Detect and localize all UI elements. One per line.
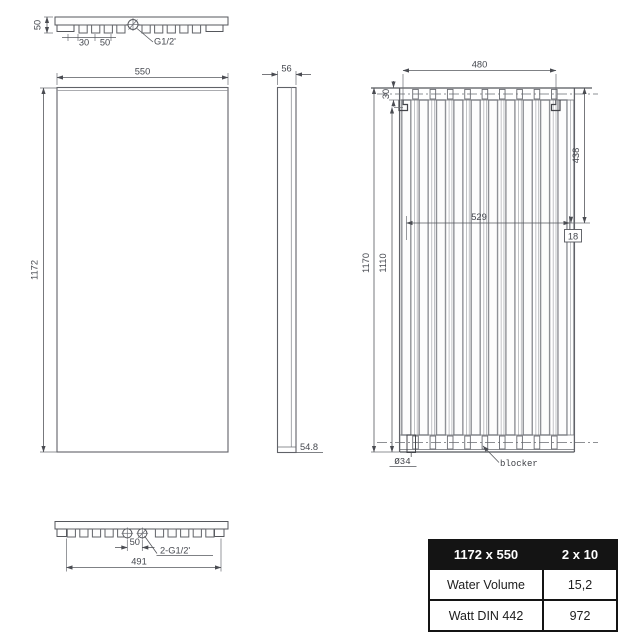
spec-table-header xyxy=(430,541,616,568)
front-height-dim: 1172 xyxy=(29,260,40,280)
bottom-view-right-endcap xyxy=(215,529,225,537)
rear-height-outer-dim: 1170 xyxy=(361,253,371,273)
spec-table xyxy=(428,539,618,632)
pipe-diameter-label: Ø34 xyxy=(394,457,411,467)
side-depth-dim: 56 xyxy=(281,63,292,74)
top-dim-50: 50 xyxy=(99,37,111,48)
side-view-drawing xyxy=(262,64,323,453)
spec-configuration-header: 2 x 10 xyxy=(542,541,616,568)
blocker-label: blocker xyxy=(500,459,538,469)
spec-row-label: Watt DIN 442 xyxy=(448,608,524,623)
spec-row-label: Water Volume xyxy=(446,577,526,592)
front-panel xyxy=(57,88,228,453)
front-width-dim: 550 xyxy=(134,66,151,77)
top-dim-30: 30 xyxy=(78,37,90,48)
rear-view-drawing xyxy=(361,60,598,470)
spec-row-value: 15,2 xyxy=(542,570,616,599)
top-view-right-endcap xyxy=(206,25,223,32)
top-view-drawing xyxy=(33,17,229,48)
side-panel xyxy=(278,88,297,453)
table-row xyxy=(430,568,616,599)
rear-pipe-span-dim: 529 xyxy=(471,212,487,222)
top-view-collector xyxy=(55,17,228,25)
bottom-view-collector xyxy=(55,522,228,530)
bottom-view-drawing xyxy=(55,522,228,572)
blocker-leader xyxy=(483,446,499,463)
spec-size-header: 1172 x 550 xyxy=(453,547,519,562)
bottom-width-dim: 491 xyxy=(131,556,147,567)
top-view-left-endcap xyxy=(57,25,74,32)
rear-collector-height-dim: 30 xyxy=(381,88,391,100)
side-foot-dim: 54.8 xyxy=(300,442,319,452)
front-view-drawing xyxy=(30,67,229,453)
rear-hook-span-dim: 480 xyxy=(471,59,488,70)
bottom-view-left-endcap xyxy=(57,529,67,537)
top-connection-label: G1/2' xyxy=(154,36,176,47)
bottom-connection-label: 2-G1/2' xyxy=(160,545,191,556)
table-row xyxy=(430,599,616,630)
rear-edge-offset-dim: 18 xyxy=(567,231,579,242)
rear-height-inner-dim: 1110 xyxy=(378,253,388,273)
top-depth-dim: 50 xyxy=(32,19,43,31)
bottom-pipe-spacing-dim: 50 xyxy=(129,537,140,547)
spec-row-value: 972 xyxy=(542,601,616,630)
rear-hook-top-offset-dim: 438 xyxy=(571,147,581,164)
bottom-connection-leader xyxy=(145,536,158,554)
